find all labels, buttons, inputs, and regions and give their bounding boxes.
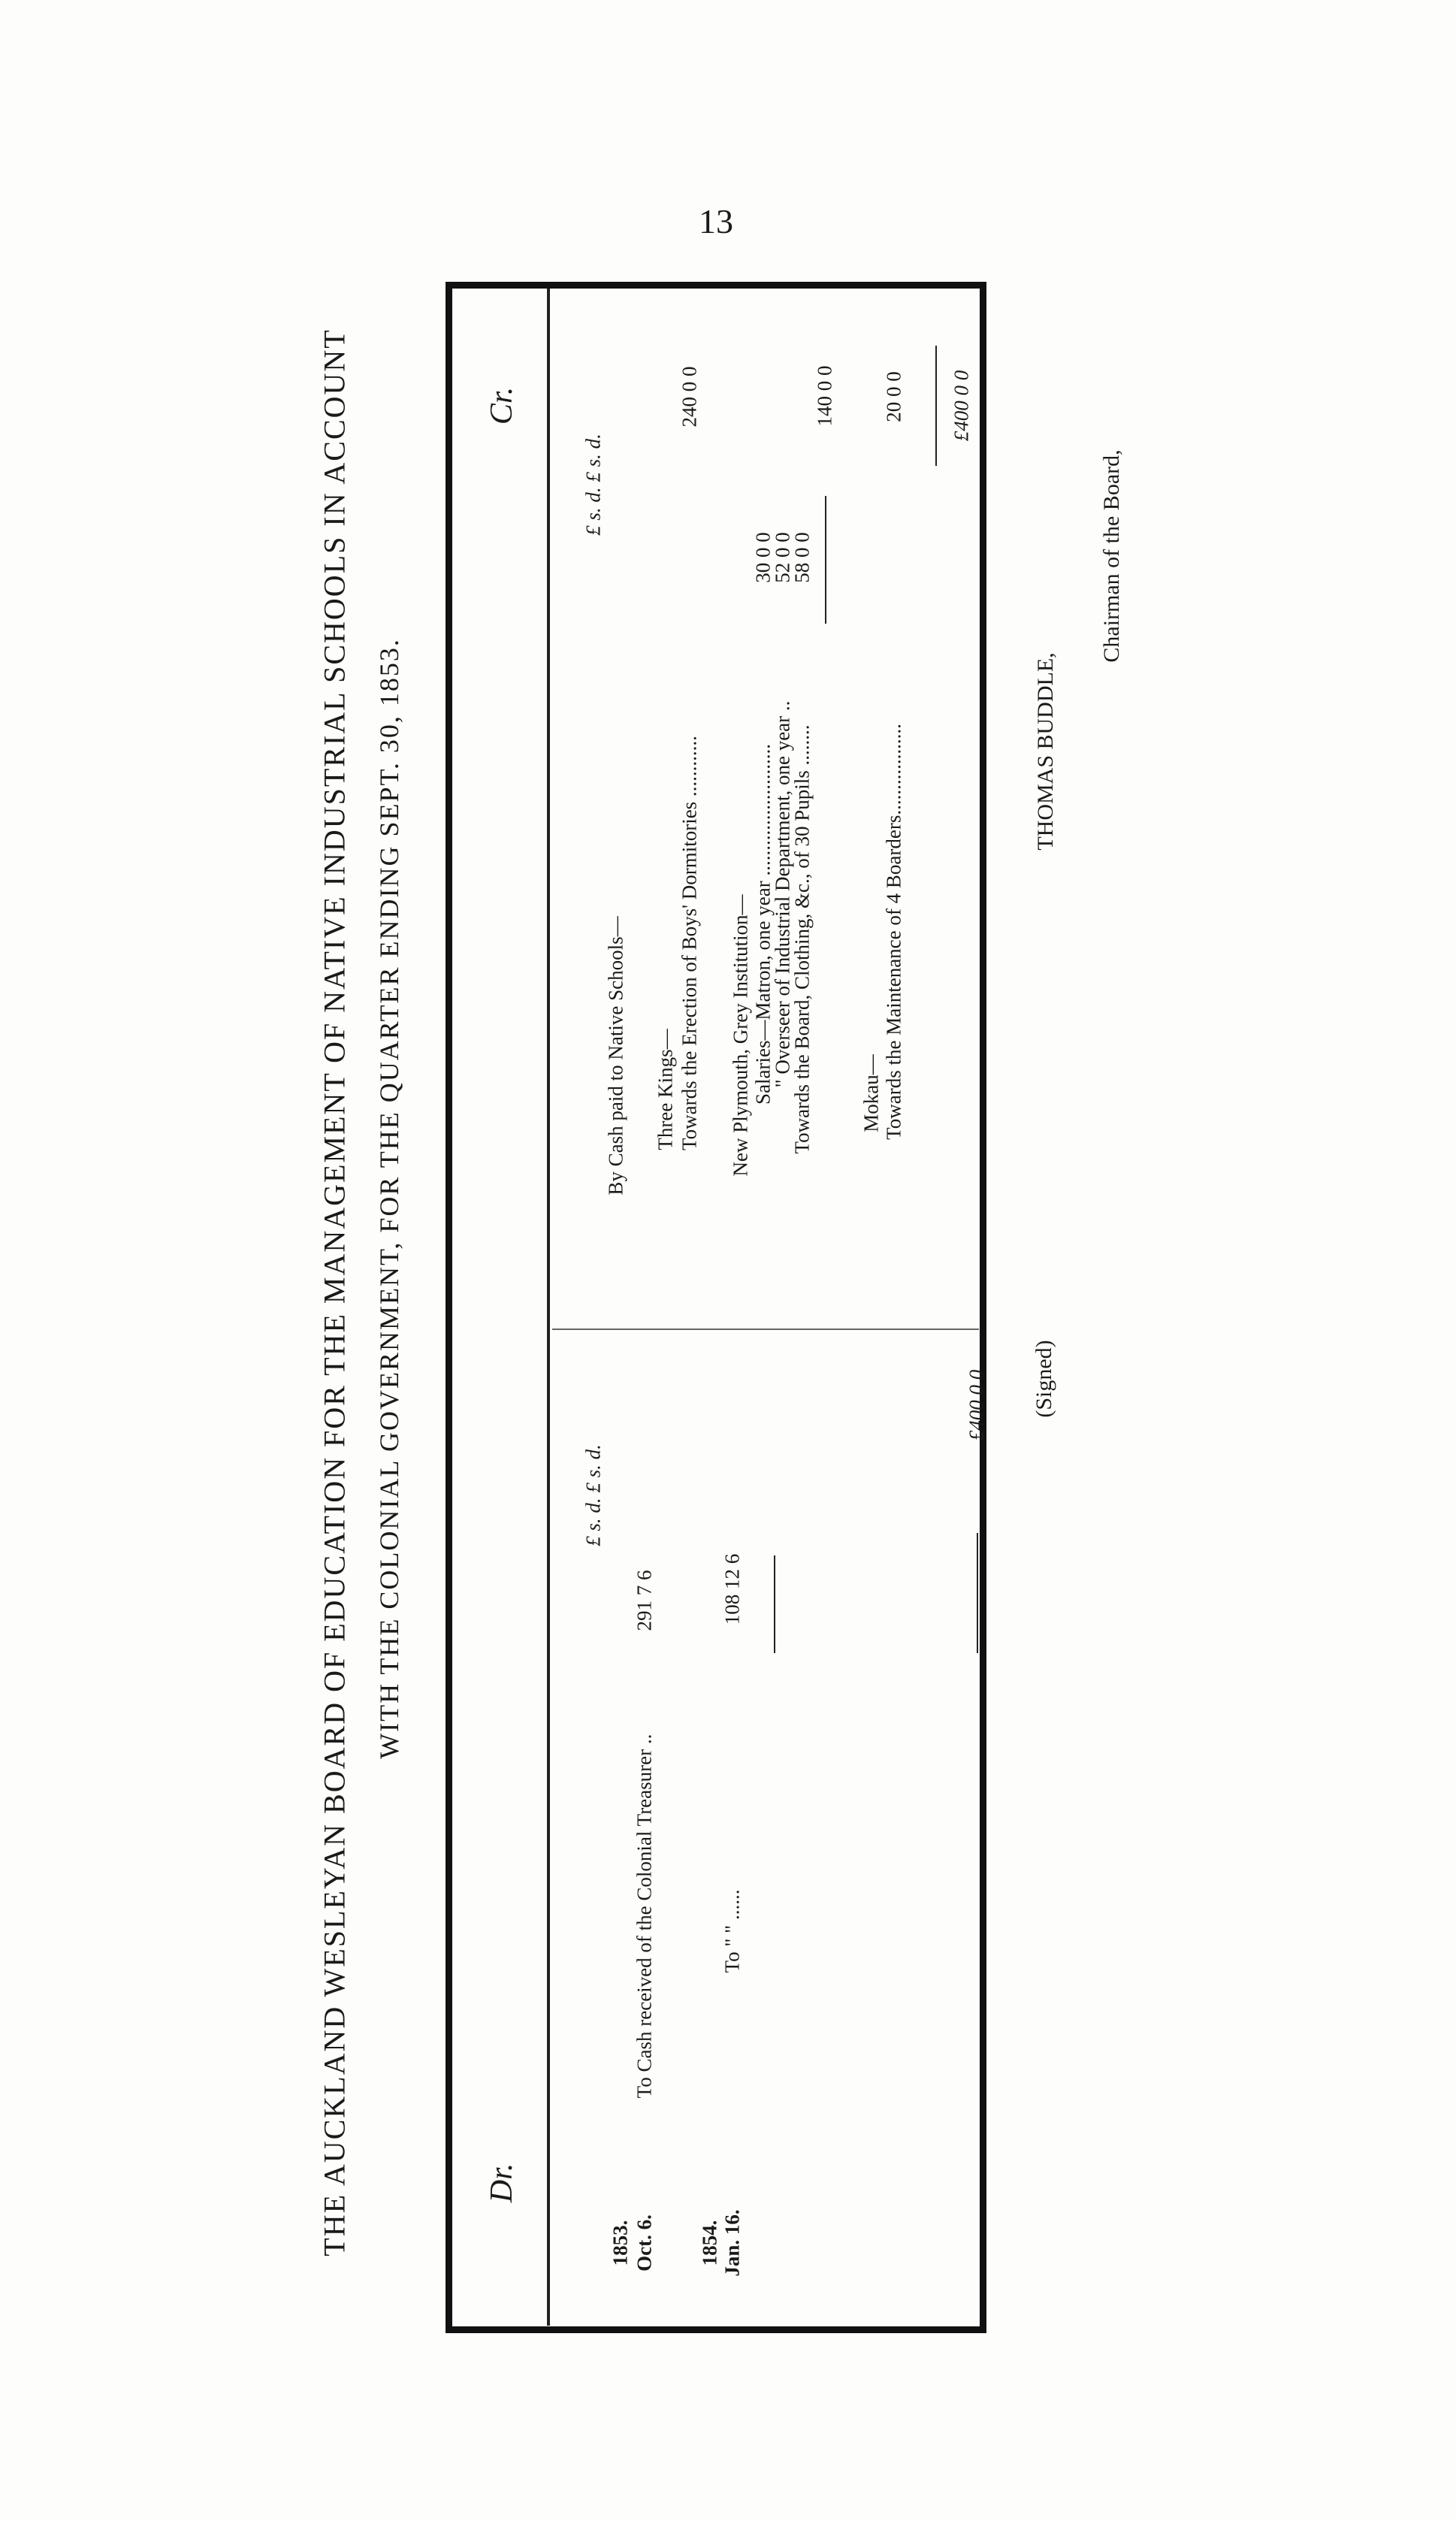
cr-column-headers: £ s. d. £ s. d. xyxy=(581,434,605,536)
document-subtitle: WITH THE COLONIAL GOVERNMENT, FOR THE QUARTER ENDING SEPT. 30, 1853. xyxy=(374,638,404,1759)
dr-entry-year: 1854. xyxy=(698,2220,721,2266)
dr-entry-text: To Cash received of the Colonial Treasurer .. xyxy=(633,1734,656,2099)
account-table-frame xyxy=(446,282,986,2333)
cr-np-amount: 58 0 0 xyxy=(790,532,814,583)
cr-new-plymouth: New Plymouth, Grey Institution— xyxy=(729,894,752,1177)
dr-total-rule xyxy=(977,1533,978,1653)
dr-entry-date: Jan. 16. xyxy=(720,2209,744,2277)
cr-np-amount: 52 0 0 xyxy=(771,532,794,583)
dr-entry-text: To " " ...... xyxy=(720,1889,744,1973)
page-number: 13 xyxy=(699,202,733,240)
cr-heading: By Cash paid to Native Schools— xyxy=(604,916,627,1196)
cr-np-amount: 30 0 0 xyxy=(751,532,775,583)
cr-three-kings: Three Kings— xyxy=(654,1029,677,1150)
dr-cr-divider xyxy=(552,1329,979,1330)
dr-entry-amount: 108 12 6 xyxy=(720,1553,744,1625)
dr-entry-date: Oct. 6. xyxy=(633,2214,656,2272)
header-rule xyxy=(547,289,550,2326)
cr-mokau-amount: 20 0 0 xyxy=(882,371,905,422)
cr-np-subtotal-rule xyxy=(825,496,826,624)
document-title: THE AUCKLAND WESLEYAN BOARD OF EDUCATION FOR THE MANAGEMENT OF NATIVE INDUSTRIAL SCHOOLS IN ACCOUNT xyxy=(317,328,352,2257)
dr-subtotal-rule xyxy=(774,1555,775,1653)
signed-label: (Signed) xyxy=(1032,1340,1056,1418)
cr-np-line: Salaries—Matron, one year .......................... xyxy=(751,744,775,1105)
cr-label: Cr. xyxy=(485,386,519,425)
cr-mokau: Mokau— xyxy=(859,1054,883,1132)
dr-column-headers: £ s. d. £ s. d. xyxy=(581,1444,605,1546)
dr-entry-amount: 291 7 6 xyxy=(633,1570,656,1631)
cr-total-rule xyxy=(935,346,937,466)
dr-total: £400 0 0 xyxy=(965,1369,988,1441)
dr-entry-year: 1853. xyxy=(609,2220,632,2266)
dr-label: Dr. xyxy=(485,2163,519,2203)
cr-np-line: Towards the Board, Clothing, &c., of 30 Pupils ........ xyxy=(790,724,814,1154)
cr-total: £400 0 0 xyxy=(950,370,973,442)
cr-mokau-line: Towards the Maintenance of 4 Boarders.................. xyxy=(882,724,905,1140)
cr-np-total: 140 0 0 xyxy=(813,365,836,427)
signatory-name: THOMAS BUDDLE, xyxy=(1033,652,1058,851)
cr-np-line: " Overseer of Industrial Department, one year .. xyxy=(771,700,794,1088)
cr-three-kings-line: Towards the Erection of Boys' Dormitories ............ xyxy=(678,736,701,1150)
signatory-role: Chairman of the Board, xyxy=(1099,449,1124,663)
cr-three-kings-amount: 240 0 0 xyxy=(678,366,701,428)
